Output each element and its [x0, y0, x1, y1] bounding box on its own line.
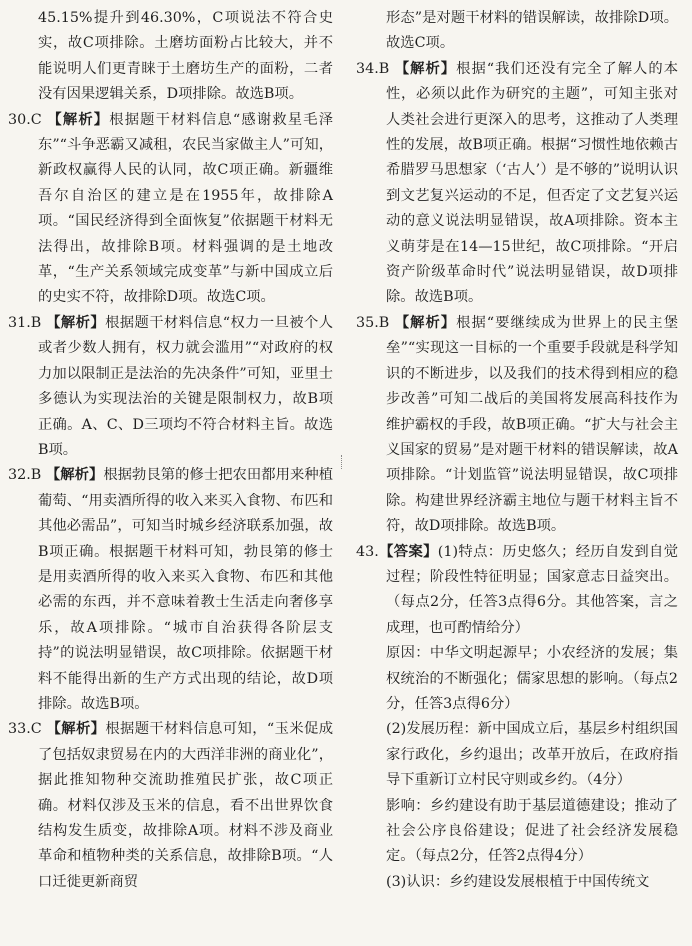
q33-text: 根据题干材料信息可知，“玉米促成了包括奴隶贸易在内的大西洋非洲的商业化”，据此推知物种交流助推殖民扩张，故C项正确。材料仅涉及玉米的信息，看不出世界饮食结构发生质变，故排除A项。材料不涉及商业革命和植物种类的关系信息，故排除B项。“人口迁徙更新商贸	[38, 721, 333, 890]
q35-number: 35.B	[356, 314, 390, 331]
left-column	[8, 6, 333, 895]
q30-tag: 【解析】	[47, 111, 110, 128]
q34-text: 根据“我们还没有完全了解人的本性，必须以此作为研究的主题”，可知主张对人类社会进行更深入的思考，这推动了人类理性的发展，故B项正确。根据“习惯性地依赖古希腊罗马思想家（‘古人’）是不够的”说明认识到文艺复兴运动的不足，但否定了文艺复兴运动的意义说法明显错误，故A项排除。资本主义萌芽是在14—15世纪，故C项排除。“开启资产阶级革命时代”说法明显错误，故D项排除。故选B项。	[386, 60, 679, 306]
q32-number: 32.B	[8, 467, 42, 484]
q43-tag: 【答案】	[378, 543, 438, 560]
q34-number: 34.B	[356, 60, 390, 77]
q31-number: 31.B	[8, 314, 42, 331]
q30-text: 根据题干材料信息“感谢救星毛泽东”“斗争恶霸又减租，农民当家做主人”可知，新政权赢得人民的认同，故C项正确。新疆维吾尔自治区的建立是在1955年，故排除A项。“国民经济得到全面恢复”依据题干材料无法得出，故排除B项。材料强调的是土地改革，“生产关系领域完成变革”与新中国成立后的史实不符，故排除D项。故选C项。	[38, 111, 334, 306]
right-column	[356, 6, 678, 895]
q43-number: 43.	[356, 543, 379, 560]
q35-text: 根据“要继续成为世界上的民主堡垒”“实现这一目标的一个重要手段就是科学知识的不断进步，以及我们的技术得到相应的稳步改善”可知二战后的美国将发展高科技作为维护霸权的手段，故B项正确。“扩大与社会主义国家的贸易”是对题干材料的错误解读，故A项排除。“计划监管”说法明显错误，故C项排除。构建世界经济霸主地位与题干材料主旨不符，故D项排除。故选B项。	[386, 314, 679, 535]
q34-tag: 【解析】	[394, 60, 457, 77]
q43-part3: (2)发展历程：新中国成立后，基层乡村组织国家行政化，乡约退出；改革开放后，在政府指导下重新订立村民守则或乡约。（4分）	[386, 721, 678, 789]
answer-q43	[356, 540, 678, 642]
q33-continuation: 形态”是对题干材料的错误解读，故排除D项。故选C项。	[386, 10, 678, 52]
column-divider	[341, 455, 344, 469]
q29-continuation: 45.15%提升到46.30%，C项说法不符合史实，故C项排除。土磨坊面粉占比较大，并不能说明人们更青睐于土磨坊生产的面粉，二者没有因果逻辑关系，D项排除。故选B项。	[38, 10, 333, 103]
q43-part2: 原因：中华文明起源早；小农经济的发展；集权统治的不断强化；儒家思想的影响。（每点2分，任答3点得6分）	[386, 645, 678, 712]
answer-q32	[8, 463, 333, 717]
q30-number: 30.C	[8, 111, 42, 128]
answer-q33	[8, 717, 333, 895]
q35-tag: 【解析】	[394, 314, 457, 331]
q43-part1: (1)特点：历史悠久；经历自发到自觉过程；阶段性特征明显；国家意志日益突出。（每点2分，任答3点得6分。其他答案，言之成理，也可酌情给分）	[386, 543, 679, 636]
q31-tag: 【解析】	[46, 314, 106, 331]
answer-q31	[8, 311, 333, 463]
q32-tag: 【解析】	[45, 467, 104, 484]
q43-part4: 影响：乡约建设有助于基层道德建设；推动了社会公序良俗建设；促进了社会经济发展稳定。（每点2分，任答2点得4分）	[386, 797, 678, 865]
answer-q35	[356, 311, 678, 540]
answer-q34	[356, 57, 678, 311]
q32-text: 根据勃艮第的修士把农田都用来种植葡萄、“用卖酒所得的收入来买入食物、布匹和其他必需品”，可知当时城乡经济联系加强，故B项正确。根据题干材料可知，勃艮第的修士是用卖酒所得的收入来买入食物、布匹和其他必需的东西，并不意味着教士生活走向奢侈享乐，故A项排除。“城市自治获得各阶层支持”的说法明显错误，故C项排除。依据题干材料不能得出新的生产方式出现的结论，故D项排除。故选B项。	[38, 467, 334, 712]
q43-part5: (3)认识：乡约建设发展根植于中国传统文	[386, 873, 650, 890]
q33-number: 33.C	[8, 721, 42, 738]
q31-text: 根据题干材料信息“权力一旦被个人或者少数人拥有，权力就会滥用”“对政府的权力加以限制正是法治的先决条件”可知，亚里士多德认为实现法治的关键是限制权力，故B项正确。A、C、D三项均不符合材料主旨。故选B项。	[38, 314, 334, 458]
q33-tag: 【解析】	[46, 721, 106, 738]
answer-q30	[8, 108, 333, 311]
